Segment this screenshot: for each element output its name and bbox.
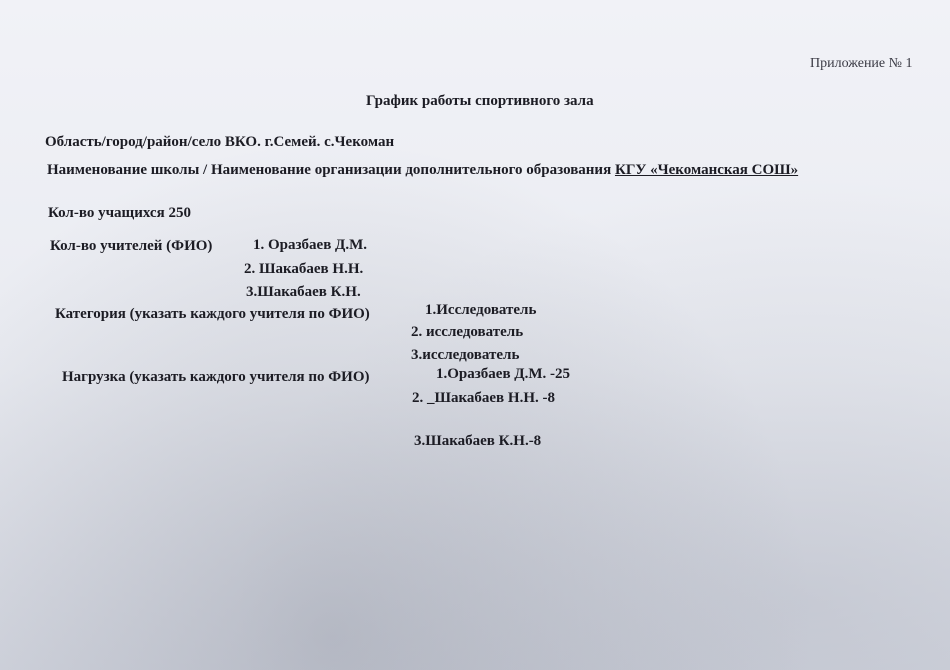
category-item: 1.Исследователь xyxy=(425,302,537,318)
load-item: 2. _Шакабаев Н.Н. -8 xyxy=(412,390,555,406)
appendix-label: Приложение № 1 xyxy=(810,56,913,71)
category-label: Категория (указать каждого учителя по ФИО) xyxy=(55,306,370,322)
school-line xyxy=(47,162,798,179)
school-name: КГУ «Чекоманская СОШ» xyxy=(614,162,799,178)
teacher-item: 1. Оразбаев Д.М. xyxy=(253,237,368,253)
load-item: 1.Оразбаев Д.М. -25 xyxy=(436,366,571,382)
teachers-label: Кол-во учителей (ФИО) xyxy=(50,238,213,254)
school-label: Наименование школы / Наименование организации дополнительного образования xyxy=(47,162,612,178)
students-count: Кол-во учащихся 250 xyxy=(48,205,191,221)
region-line: Область/город/район/село ВКО. г.Семей. с.Чекоман xyxy=(45,134,395,150)
category-item: 3.исследователь xyxy=(411,347,520,363)
document-title: График работы спортивного зала xyxy=(366,93,594,109)
load-item: 3.Шакабаев К.Н.-8 xyxy=(414,433,542,449)
load-label: Нагрузка (указать каждого учителя по ФИО) xyxy=(62,369,370,385)
teacher-item: 2. Шакабаев Н.Н. xyxy=(244,261,364,277)
category-item: 2. исследователь xyxy=(411,324,524,340)
teacher-item: 3.Шакабаев К.Н. xyxy=(246,284,361,300)
